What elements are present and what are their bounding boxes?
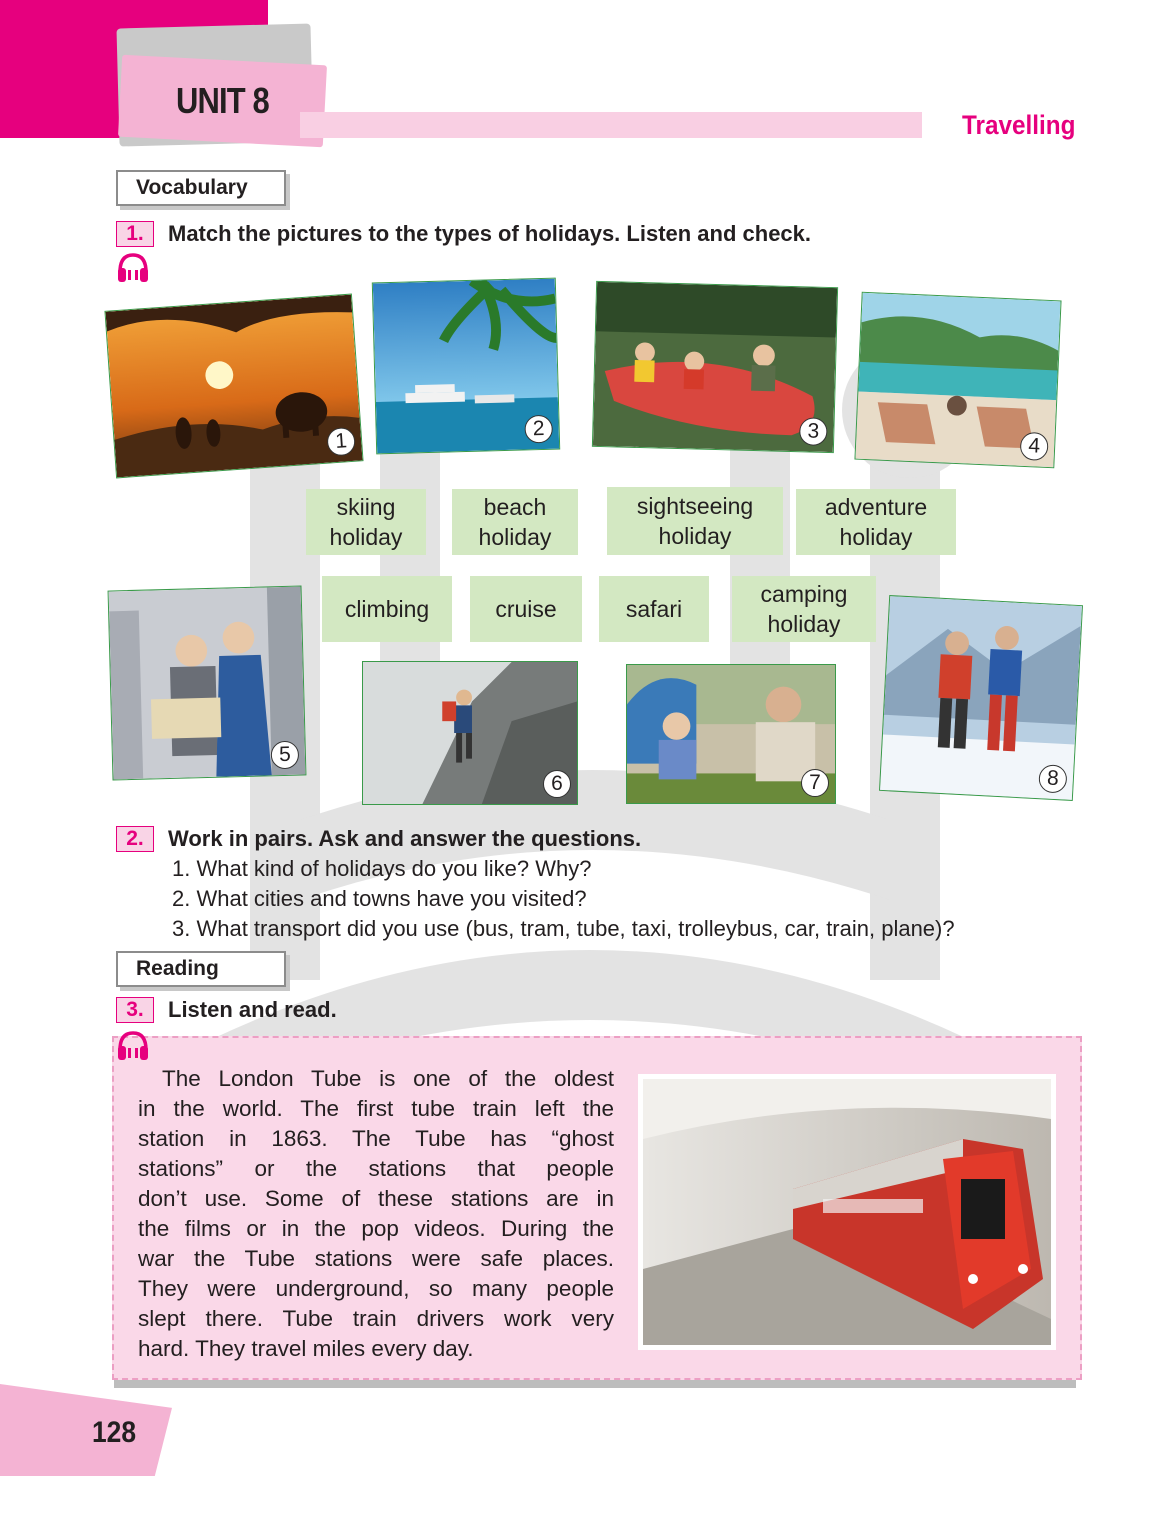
word-tile-climbing[interactable] (322, 576, 452, 642)
passage-line: station in 1863. The Tube has “ghost (138, 1126, 614, 1151)
passage-line: hard. They travel miles every day. (138, 1336, 474, 1361)
passage-line: war the Tube stations were safe places. (138, 1246, 614, 1271)
word-tile-line: skiing (336, 494, 396, 520)
unit-title: UNIT 8 (176, 80, 269, 121)
question-1: 1. What kind of holidays do you like? Why? (172, 856, 592, 881)
header-bar (300, 112, 922, 138)
tube-train-image (643, 1079, 1051, 1345)
question-3: 3. What transport did you use (bus, tram, tube, taxi, trolleybus, car, train, plane)? (172, 916, 955, 941)
exercise-1-instruction: Match the pictures to the types of holidays. Listen and check. (168, 221, 812, 246)
word-tile-adventure-holiday[interactable] (796, 489, 956, 555)
passage-line: the films or in the pop videos. During the (138, 1216, 614, 1241)
word-tile-line: safari (625, 596, 683, 622)
word-tile-safari[interactable] (599, 576, 709, 642)
question-2: 2. What cities and towns have you visited? (172, 886, 587, 911)
photo-number-badge: 3 (799, 417, 828, 446)
word-tile-line: holiday (839, 524, 913, 550)
exercise-2-number: 2. (116, 826, 154, 852)
word-tile-sightseeing-holiday[interactable] (607, 487, 783, 555)
word-tile-skiing-holiday[interactable] (306, 489, 426, 555)
reading-section-label: Reading (116, 951, 286, 987)
photo-8-skiing (879, 595, 1083, 801)
photo-1-safari (104, 294, 363, 479)
photo-number-badge: 2 (524, 415, 553, 444)
passage-line: The London Tube is one of the oldest (162, 1066, 614, 1091)
exercise-3-instruction: Listen and read. (168, 997, 337, 1022)
photo-number-badge: 4 (1020, 432, 1049, 461)
photo-number-badge: 6 (543, 770, 571, 798)
vocabulary-section-label: Vocabulary (116, 170, 286, 206)
word-tile-line: sightseeing (636, 493, 754, 519)
passage-line: in the world. The first tube train left the (138, 1096, 614, 1121)
word-tile-cruise[interactable] (470, 576, 582, 642)
photo-number-badge: 7 (801, 769, 829, 797)
photo-4-beach (854, 292, 1061, 469)
photo-6-climbing (362, 661, 578, 805)
passage-line: don’t use. Some of these stations are in (138, 1186, 614, 1211)
word-tile-camping-holiday[interactable] (732, 576, 876, 642)
page-number: 128 (92, 1416, 137, 1449)
sunset-safari-image (106, 295, 363, 478)
word-tile-line: cruise (495, 596, 557, 622)
footer-tab (0, 1384, 172, 1476)
word-tile-line: beach (483, 494, 547, 520)
photo-number-badge: 1 (326, 427, 356, 457)
photo-7-camping (626, 664, 836, 804)
headphones-icon[interactable] (116, 252, 150, 284)
photo-2-cruise (372, 278, 560, 455)
passage-line: stations” or the stations that people (138, 1156, 614, 1181)
exercise-1-number: 1. (116, 221, 154, 247)
photo-number-badge: 5 (271, 741, 300, 770)
photo-3-rafting (592, 281, 838, 453)
word-tile-line: holiday (329, 524, 403, 550)
word-tile-line: holiday (658, 523, 732, 549)
word-tile-line: camping (760, 581, 848, 607)
passage-line: They were underground, so many people (138, 1276, 614, 1301)
tube-train-photo (638, 1074, 1056, 1350)
word-tile-line: climbing (344, 596, 430, 622)
exercise-3-number: 3. (116, 997, 154, 1023)
exercise-2-instruction: Work in pairs. Ask and answer the questions. (168, 826, 642, 851)
photo-5-sightseeing (108, 585, 307, 780)
word-tile-beach-holiday[interactable] (452, 489, 578, 555)
word-tile-line: holiday (767, 611, 841, 637)
headphones-icon[interactable] (116, 1030, 150, 1062)
word-tile-line: holiday (478, 524, 552, 550)
photo-number-badge: 8 (1038, 764, 1067, 793)
topic-title: Travelling (962, 110, 1076, 140)
reading-passage (138, 1064, 614, 1364)
passage-line: slept there. Tube train drivers work very (138, 1306, 614, 1331)
word-tile-line: adventure (824, 494, 928, 520)
